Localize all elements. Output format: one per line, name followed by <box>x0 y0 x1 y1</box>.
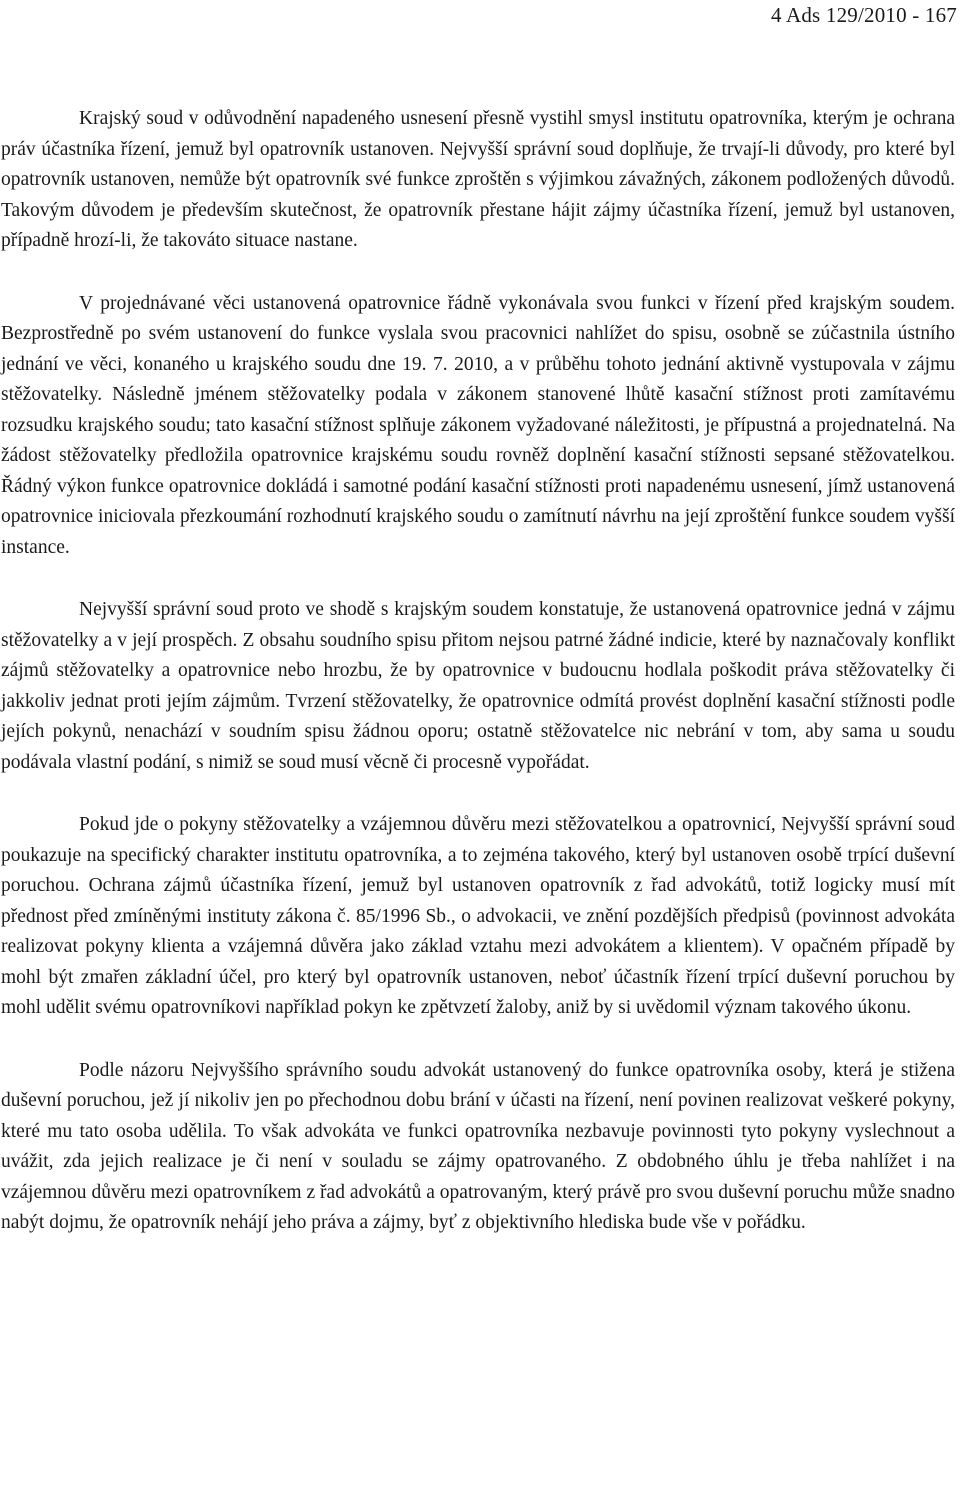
document-body <box>1 104 955 1239</box>
paragraph-gap <box>1 257 955 289</box>
paragraph-gap <box>1 563 955 595</box>
paragraph-5: Podle názoru Nejvyššího správního soudu advokát ustanovený do funkce opatrovníka osoby, která je stižena duševní poruchou, jež jí nikoliv jen po přechodnou dobu brání v účasti na řízení, není povinen realizovat veškeré pokyny, které mu tato osoba udělila. To však advokáta ve funkci opatrovníka nezbavuje povinnosti tyto pokyny vyslechnout a uvážit, zda jejich realizace je či není v souladu se zájmy opatrovaného. Z obdobného úhlu je třeba nahlížet i na vzájemnou důvěru mezi opatrovníkem z řad advokátů a opatrovaným, který právě pro svou duševní poruchu může snadno nabýt dojmu, že opatrovník nehájí jeho práva a zájmy, byť z objektivního hlediska bude vše v pořádku. <box>1 1059 955 1233</box>
paragraph-gap <box>1 1024 955 1056</box>
paragraph-1: Krajský soud v odůvodnění napadeného usnesení přesně vystihl smysl institutu opatrovníka, kterým je ochrana práv účastníka řízení, jemuž byl opatrovník ustanoven. Nejvyšší správní soud doplňuje, že trvají-li důvody, pro které byl opatrovník ustanoven, nemůže být opatrovník své funkce zproštěn s výjimkou závažných, zákonem podložených důvodů. Takovým důvodem je především skutečnost, že opatrovník přestane hájit zájmy účastníka řízení, jemuž byl ustanoven, případně hrozí-li, že takováto situace nastane. <box>1 108 955 251</box>
paragraph-4: Pokud jde o pokyny stěžovatelky a vzájemnou důvěru mezi stěžovatelkou a opatrovnicí, Nejvyšší správní soud poukazuje na specifický charakter institutu opatrovníka, a to zejména takového, který byl ustanoven osobě trpící duševní poruchou. Ochrana zájmů účastníka řízení, jemuž byl ustanoven opatrovník z řad advokátů, totiž logicky musí mít přednost před zmíněnými instituty zákona č. 85/1996 Sb., o advokacii, ve znění pozdějších předpisů (povinnost advokáta realizovat pokyny klienta a vzájemná důvěra jako základ vztahu mezi advokátem a klientem). V opačném případě by mohl být zmařen základní účel, pro který byl opatrovník ustanoven, neboť účastník řízení trpící duševní poruchou by mohl udělit svému opatrovníkovi například pokyn ke zpětvzetí žaloby, aniž by si uvědomil význam takového úkonu. <box>1 814 955 1018</box>
paragraph-2: V projednávané věci ustanovená opatrovnice řádně vykonávala svou funkci v řízení před krajským soudem. Bezprostředně po svém ustanovení do funkce vyslala svou pracovnici nahlížet do spisu, osobně se zúčastnila ústního jednání ve věci, konaného u krajského soudu dne 19. 7. 2010, a v průběhu tohoto jednání aktivně vystupovala v zájmu stěžovatelky. Následně jménem stěžovatelky podala v zákonem stanovené lhůtě kasační stížnost proti zamítavému rozsudku krajského soudu; tato kasační stížnost splňuje zákonem vyžadované náležitosti, je přípustná a projednatelná. Na žádost stěžovatelky předložila opatrovnice krajskému soudu rovněž doplnění kasační stížnosti sepsané stěžovatelkou. Řádný výkon funkce opatrovnice dokládá i samotné podání kasační stížnosti proti napadenému usnesení, jímž ustanovená opatrovnice iniciovala přezkoumání rozhodnutí krajského soudu o zamítnutí návrhu na její zproštění funkce soudem vyšší instance. <box>1 292 955 558</box>
paragraph-3: Nejvyšší správní soud proto ve shodě s krajským soudem konstatuje, že ustanovená opatrovnice jedná v zájmu stěžovatelky a v její prospěch. Z obsahu soudního spisu přitom nejsou patrné žádné indicie, které by naznačovaly konflikt zájmů stěžovatelky a opatrovnice nebo hrozbu, že by opatrovnice v budoucnu hodlala poškodit práva stěžovatelky či jakkoliv jednat proti jejím zájmům. Tvrzení stěžovatelky, že opatrovnice odmítá provést doplnění kasační stížnosti podle jejích pokynů, nenachází v soudním spisu žádnou oporu; ostatně stěžovatelce nic nebrání v tom, aby sama u soudu podávala vlastní podání, s nimiž se soud musí věcně či procesně vypořádat. <box>1 599 955 773</box>
case-number-header: 4 Ads 129/2010 - 167 <box>770 3 957 27</box>
paragraph-gap <box>1 778 955 810</box>
